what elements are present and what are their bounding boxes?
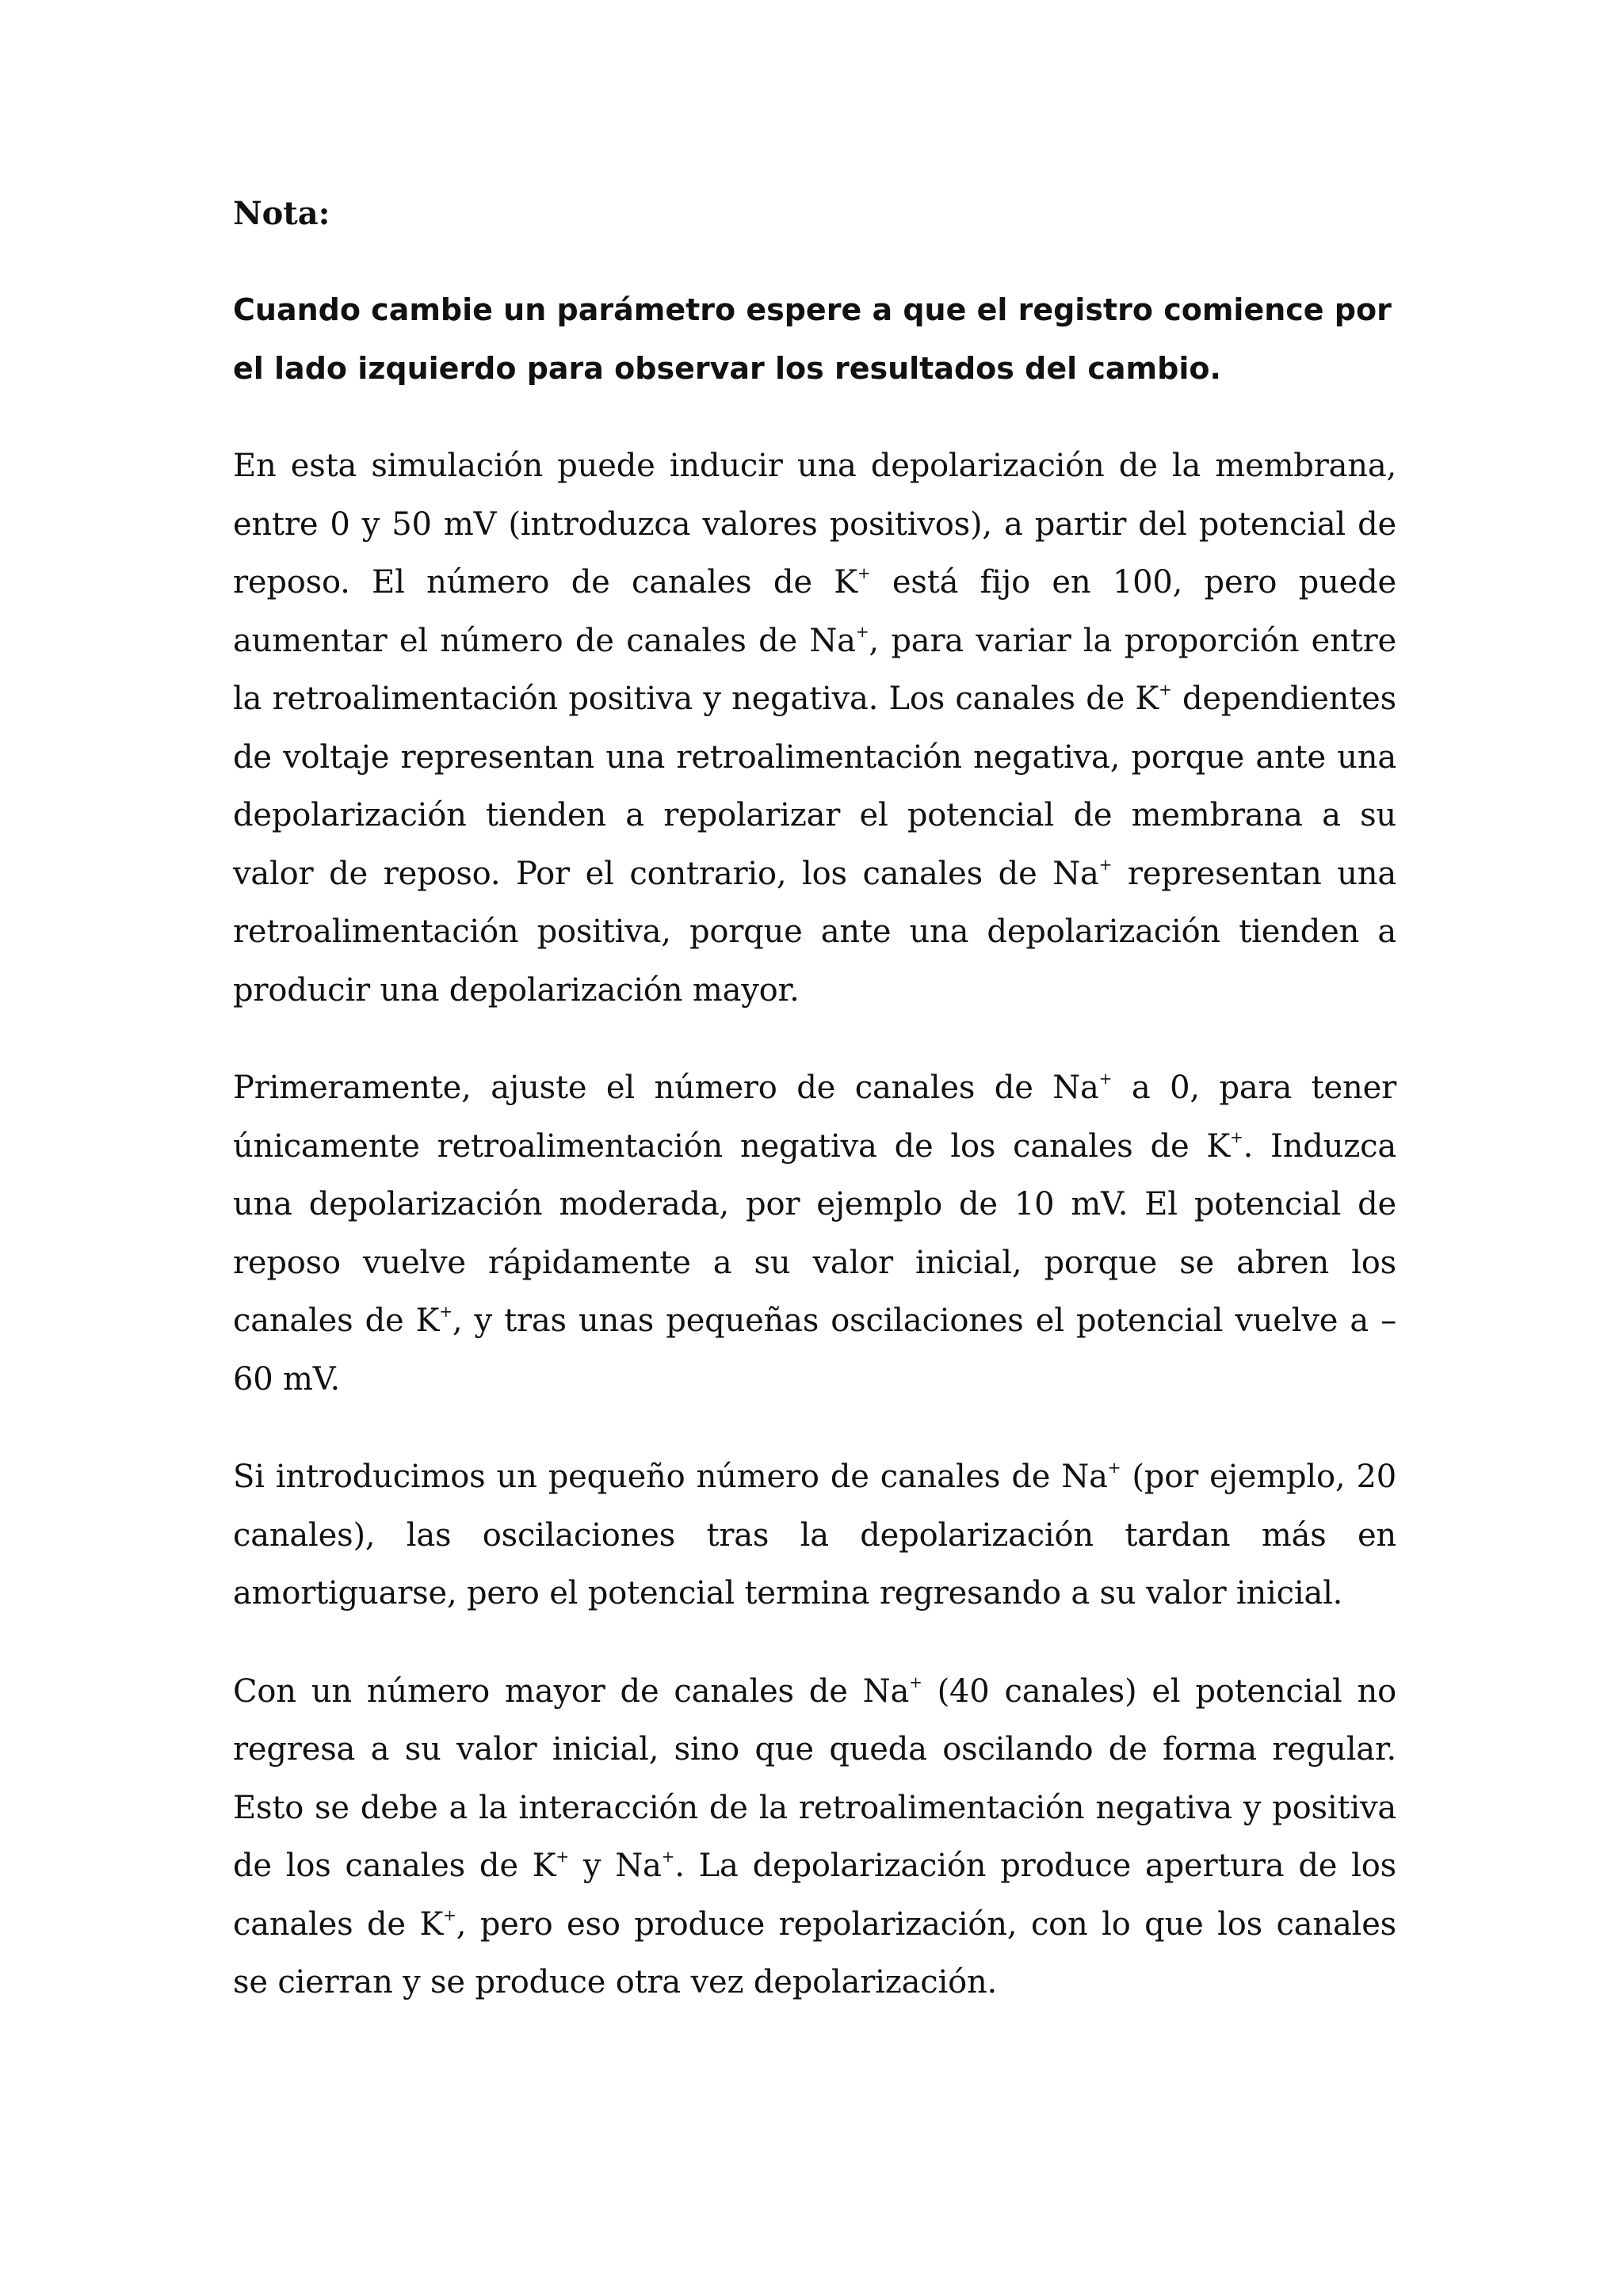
paragraph-oscillation: Con un número mayor de canales de Na+ (40 canales) el potencial no regresa a su valor inicial, sino que queda oscilando de forma regular. Esto se debe a la interacción de la retroalimentación negativa y positiva de los canales de K+ y Na+. La depolarización produce apertura de los canales de K+, pero eso produce repolarización, con lo que los canales se cierran y se produce otra vez depolarización.: [233, 1672, 1397, 2000]
paragraph-small-sodium: Si introducimos un pequeño número de canales de Na+ (por ejemplo, 20 canales), las oscilaciones tras la depolarización tardan más en amortiguarse, pero el potencial termina regresando a su valor inicial.: [233, 1458, 1396, 1611]
warning-notice: Cuando cambie un parámetro espere a que el registro comience por el lado izquierdo para observar los resultados del cambio.: [233, 292, 1392, 386]
document-page: [233, 190, 1396, 2052]
paragraph-intro: En esta simulación puede inducir una depolarización de la membrana, entre 0 y 50 mV (introduzca valores positivos), a partir del potencial de reposo. El número de canales de K+ está fijo en 100, pero puede aumentar el número de canales de Na+, para variar la proporción entre la retroalimentación positiva y negativa. Los canales de K+ dependientes de voltaje representan una retroalimentación negativa, porque ante una depolarización tienden a repolarizar el potencial de membrana a su valor de reposo. Por el contrario, los canales de Na+ representan una retroalimentación positiva, porque ante una depolarización tienden a producir una depolarización mayor.: [233, 448, 1396, 1009]
paragraph-negative-feedback: Primeramente, ajuste el número de canales de Na+ a 0, para tener únicamente retroalimentación negativa de los canales de K+. Induzca una depolarización moderada, por ejemplo de 10 mV. El potencial de reposo vuelve rápidamente a su valor inicial, porque se abren los canales de K+, y tras unas pequeñas oscilaciones el potencial vuelve a –60 mV.: [233, 1069, 1396, 1398]
note-label: Nota:: [233, 195, 330, 232]
